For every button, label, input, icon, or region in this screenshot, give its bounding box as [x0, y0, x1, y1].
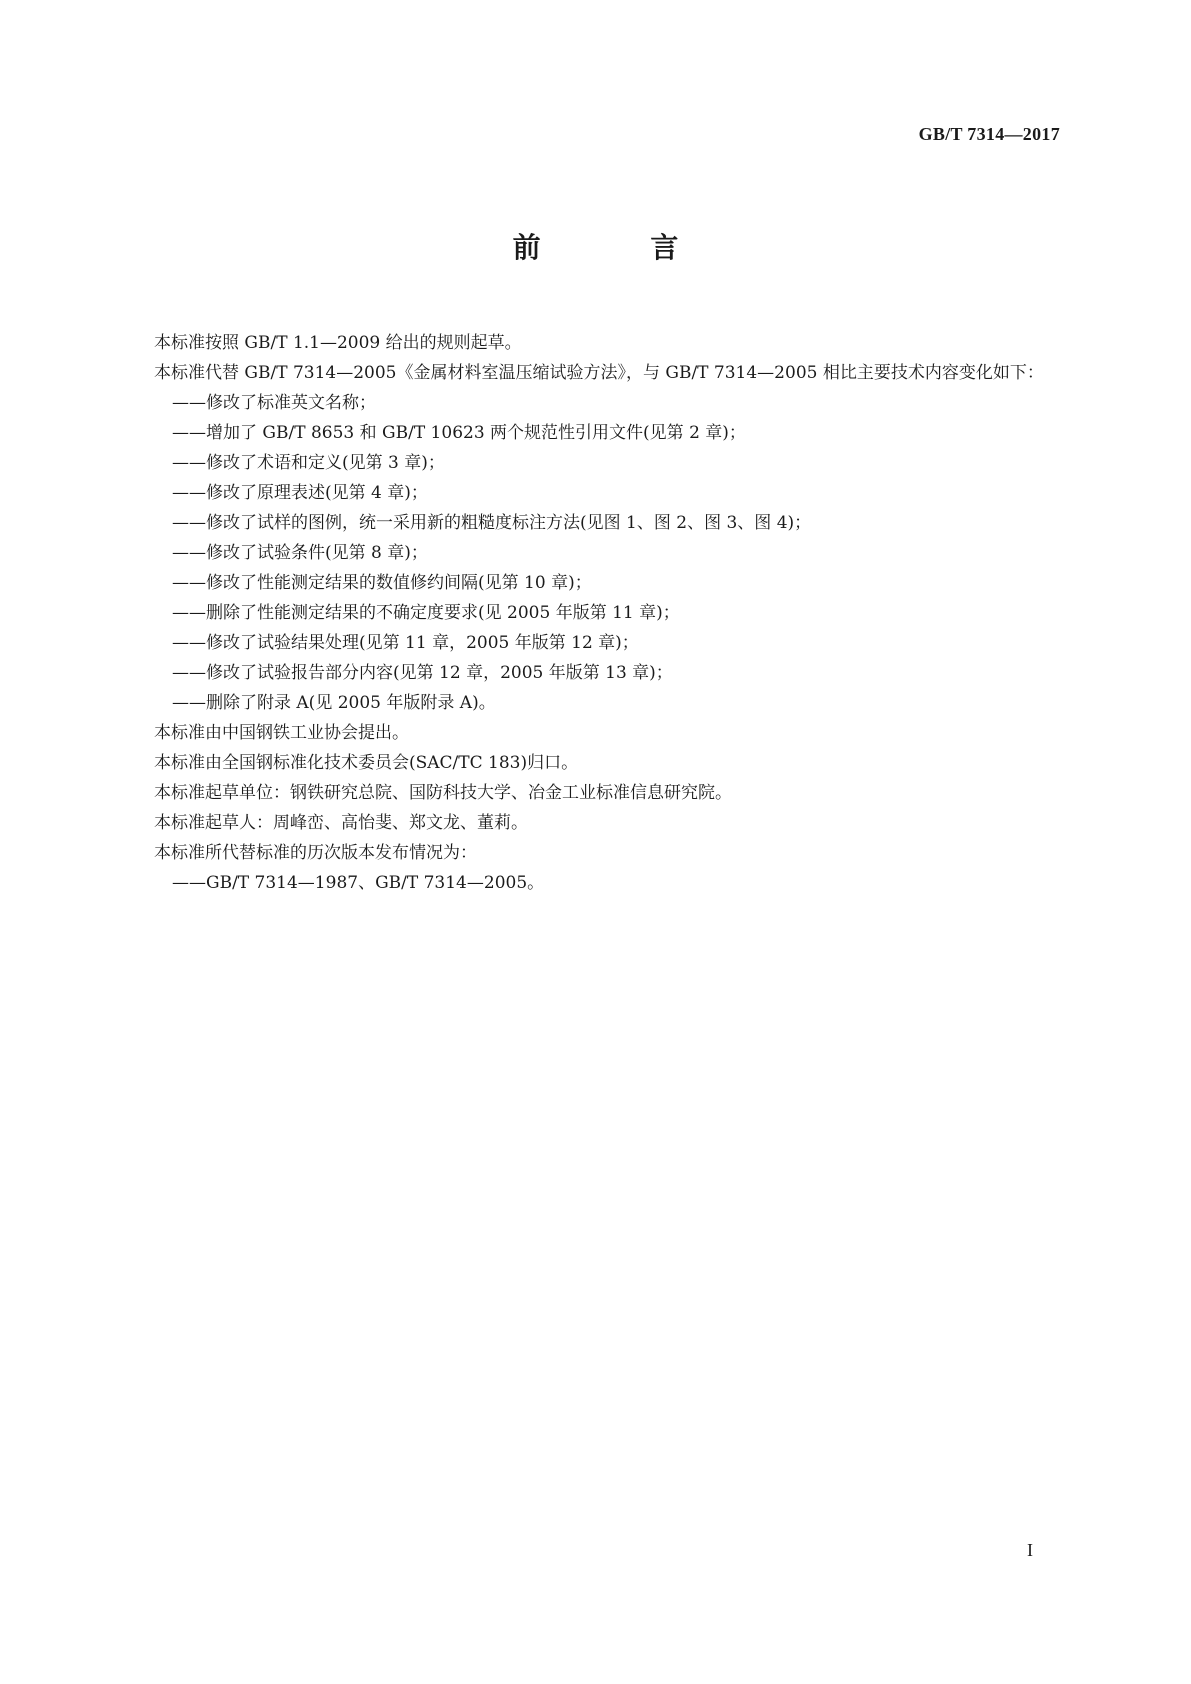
list-item: ——修改了试样的图例，统一采用新的粗糙度标注方法(见图 1、图 2、图 3、图 4)；	[172, 513, 812, 533]
paragraph: 本标准由中国钢铁工业协会提出。	[154, 723, 409, 743]
list-item: ——增加了 GB/T 8653 和 GB/T 10623 两个规范性引用文件(见第 2 章)；	[172, 423, 746, 443]
list-item: ——删除了性能测定结果的不确定度要求(见 2005 年版第 11 章)；	[172, 603, 680, 623]
list-item: ——GB/T 7314—1987、GB/T 7314—2005。	[172, 873, 545, 893]
list-item: ——修改了试验报告部分内容(见第 12 章，2005 年版第 13 章)；	[172, 663, 673, 683]
list-item: ——修改了术语和定义(见第 3 章)；	[172, 453, 445, 473]
paragraph: 本标准由全国钢标准化技术委员会(SAC/TC 183)归口。	[154, 753, 579, 773]
list-item: ——修改了性能测定结果的数值修约间隔(见第 10 章)；	[172, 573, 592, 593]
list-item: ——修改了试验结果处理(见第 11 章，2005 年版第 12 章)；	[172, 633, 639, 653]
paragraph: 本标准起草单位：钢铁研究总院、国防科技大学、冶金工业标准信息研究院。	[154, 783, 732, 803]
paragraph: 本标准代替 GB/T 7314—2005《金属材料室温压缩试验方法》，与 GB/T 7314—2005 相比主要技术内容变化如下：	[154, 363, 1044, 383]
paragraph: 本标准起草人：周峰峦、高怡斐、郑文龙、董莉。	[154, 813, 528, 833]
standard-code: GB/T 7314—2017	[918, 124, 1060, 144]
list-item: ——修改了标准英文名称；	[172, 393, 376, 413]
foreword-body	[120, 328, 1072, 898]
page-number: I	[1027, 1540, 1033, 1560]
list-item: ——删除了附录 A(见 2005 年版附录 A)。	[172, 693, 496, 713]
paragraph: 本标准按照 GB/T 1.1—2009 给出的规则起草。	[154, 333, 522, 353]
page-title: 前 言	[512, 231, 729, 264]
paragraph: 本标准所代替标准的历次版本发布情况为：	[154, 843, 477, 863]
list-item: ——修改了试验条件(见第 8 章)；	[172, 543, 428, 563]
list-item: ——修改了原理表述(见第 4 章)；	[172, 483, 428, 503]
